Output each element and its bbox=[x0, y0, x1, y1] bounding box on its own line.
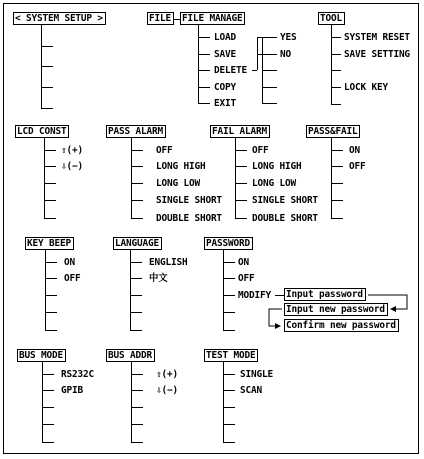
pass-alarm-item-long-high: LONG HIGH bbox=[156, 161, 206, 172]
test-mode-title: TEST MODE bbox=[204, 349, 258, 362]
password-flow-input-password: Input password bbox=[284, 288, 366, 301]
bus-addr-branch bbox=[131, 374, 143, 375]
pass-fail-item-off: OFF bbox=[349, 161, 366, 172]
bus-addr-branch bbox=[131, 424, 143, 425]
delete-option-yes: YES bbox=[280, 32, 297, 43]
tool-item-system-reset: SYSTEM RESET bbox=[344, 32, 410, 43]
lcd-const-item-down: ⇩(−) bbox=[61, 161, 83, 172]
tool-title: TOOL bbox=[318, 12, 345, 25]
file-item-load: LOAD bbox=[214, 32, 236, 43]
file-item-exit: EXIT bbox=[214, 98, 236, 109]
bus-mode-branch bbox=[42, 390, 54, 391]
lcd-const-title: LCD CONST bbox=[15, 125, 69, 138]
key-beep-item-off: OFF bbox=[64, 273, 81, 284]
bus-addr-branch bbox=[131, 407, 143, 408]
system-setup-title: < SYSTEM SETUP > bbox=[13, 12, 106, 25]
test-mode-item-single: SINGLE bbox=[240, 369, 273, 380]
bus-addr-item-up: ⇧(+) bbox=[156, 369, 178, 380]
pass-alarm-title: PASS ALARM bbox=[106, 125, 166, 138]
pass-alarm-item-off: OFF bbox=[156, 145, 173, 156]
bus-mode-branch bbox=[42, 407, 54, 408]
pass-fail-item-on: ON bbox=[349, 145, 360, 156]
file-item-delete: DELETE bbox=[214, 65, 247, 76]
bus-mode-item-rs232c: RS232C bbox=[61, 369, 94, 380]
password-item-off: OFF bbox=[238, 273, 255, 284]
language-item-english: ENGLISH bbox=[149, 257, 188, 268]
fail-alarm-item-double-short: DOUBLE SHORT bbox=[252, 213, 318, 224]
bus-mode-branch bbox=[42, 442, 54, 443]
tool-item-lock-key: LOCK KEY bbox=[344, 82, 388, 93]
tool-item-save-setting: SAVE SETTING bbox=[344, 49, 410, 60]
bus-mode-branch bbox=[42, 374, 54, 375]
bus-mode-item-gpib: GPIB bbox=[61, 385, 83, 396]
language-title: LANGUAGE bbox=[113, 237, 162, 250]
file-item-copy: COPY bbox=[214, 82, 236, 93]
fail-alarm-item-long-low: LONG LOW bbox=[252, 178, 296, 189]
test-mode-branch bbox=[223, 407, 235, 408]
lcd-const-item-up: ⇧(+) bbox=[61, 145, 83, 156]
language-item-chinese: 中文 bbox=[149, 273, 168, 284]
test-mode-branch bbox=[223, 424, 235, 425]
fail-alarm-title: FAIL ALARM bbox=[210, 125, 270, 138]
key-beep-title: KEY BEEP bbox=[25, 237, 74, 250]
password-item-on: ON bbox=[238, 257, 249, 268]
bus-mode-title: BUS MODE bbox=[17, 349, 66, 362]
pass-fail-title: PASS&FAIL bbox=[306, 125, 360, 138]
test-mode-branch bbox=[223, 390, 235, 391]
password-item-modify: MODIFY bbox=[238, 290, 271, 301]
fail-alarm-item-off: OFF bbox=[252, 145, 269, 156]
delete-option-no: NO bbox=[280, 49, 291, 60]
bus-mode-branch bbox=[42, 424, 54, 425]
password-flow-input-new-password: Input new password bbox=[284, 303, 388, 316]
test-mode-branch bbox=[223, 374, 235, 375]
file-manage-title: FILE MANAGE bbox=[180, 12, 245, 25]
bus-addr-branch bbox=[131, 390, 143, 391]
pass-alarm-item-long-low: LONG LOW bbox=[156, 178, 200, 189]
file-title: FILE bbox=[147, 12, 174, 25]
test-mode-item-scan: SCAN bbox=[240, 385, 262, 396]
pass-alarm-item-single-short: SINGLE SHORT bbox=[156, 195, 222, 206]
bus-addr-title: BUS ADDR bbox=[106, 349, 155, 362]
fail-alarm-item-single-short: SINGLE SHORT bbox=[252, 195, 318, 206]
key-beep-item-on: ON bbox=[64, 257, 75, 268]
bus-addr-item-down: ⇩(−) bbox=[156, 385, 178, 396]
password-flow-confirm-new-password: Confirm new password bbox=[284, 319, 399, 332]
pass-alarm-item-double-short: DOUBLE SHORT bbox=[156, 213, 222, 224]
test-mode-branch bbox=[223, 442, 235, 443]
file-item-save: SAVE bbox=[214, 49, 236, 60]
bus-addr-branch bbox=[131, 442, 143, 443]
password-title: PASSWORD bbox=[204, 237, 253, 250]
fail-alarm-item-long-high: LONG HIGH bbox=[252, 161, 302, 172]
